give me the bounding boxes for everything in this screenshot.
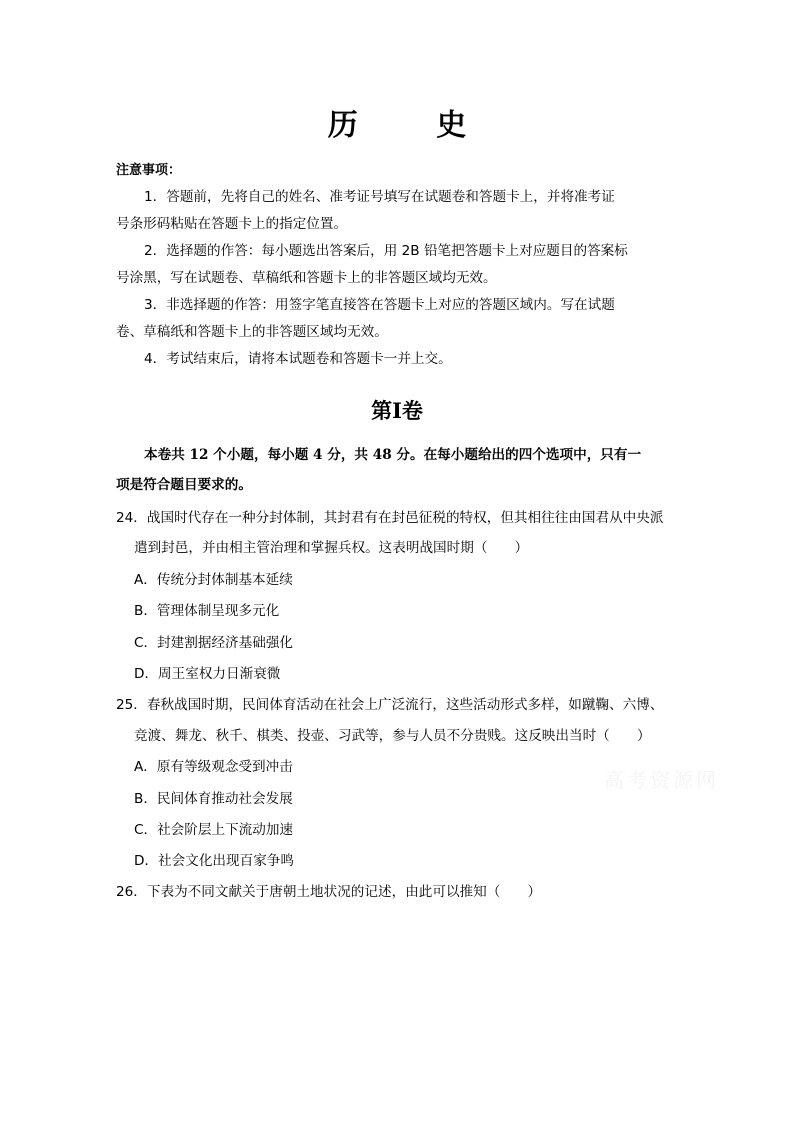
question-26-line1: 26．下表为不同文献关于唐朝土地状况的记述，由此可以推知（ ） bbox=[116, 884, 542, 900]
page-title: 历 史 bbox=[327, 108, 501, 143]
question-25-option-a: A．原有等级观念受到冲击 bbox=[134, 759, 293, 775]
question-25-line1: 25．春秋战国时期，民间体育活动在社会上广泛流行，这些活动形式多样，如蹴鞠、六博、 bbox=[116, 697, 664, 713]
question-25-line2: 竞渡、舞龙、秋千、棋类、投壶、习武等，参与人员不分贵贱。这反映出当时（ ） bbox=[134, 728, 651, 744]
question-25-option-d: D．社会文化出现百家争鸣 bbox=[134, 853, 294, 869]
notice-item-3-line2: 卷、草稿纸和答题卡上的非答题区域均无效。 bbox=[116, 324, 388, 340]
notice-item-4 bbox=[116, 346, 679, 373]
question-24-option-a: A．传统分封体制基本延续 bbox=[134, 572, 293, 588]
notice-item-1-line2: 号条形码粘贴在答题卡上的指定位置。 bbox=[116, 216, 348, 232]
notice-item-1 bbox=[116, 184, 679, 238]
section-title: 第Ⅰ卷 bbox=[371, 398, 423, 423]
notice-item-2 bbox=[116, 238, 679, 292]
question-24-line2: 遣到封邑，并由相主管治理和掌握兵权。这表明战国时期（ ） bbox=[134, 540, 529, 556]
notice-item-3-line1: 3．非选择题的作答：用签字笔直接答在答题卡上对应的答题区域内。写在试题 bbox=[144, 297, 615, 313]
section-instructions-line1: 本卷共 12 个小题，每小题 4 分，共 48 分。在每小题给出的四个选项中，只有一 bbox=[144, 447, 642, 463]
question-24-option-b: B．管理体制呈现多元化 bbox=[134, 603, 280, 619]
notice-item-3 bbox=[116, 292, 679, 346]
question-24-option-c: C．封建割据经济基础强化 bbox=[134, 635, 294, 651]
notice-item-4-line1: 4．考试结束后，请将本试题卷和答题卡一并上交。 bbox=[144, 351, 452, 367]
notice-heading: 注意事项： bbox=[116, 163, 182, 178]
question-25-option-b: B．民间体育推动社会发展 bbox=[134, 791, 293, 807]
question-24-option-d: D．周王室权力日渐衰微 bbox=[134, 666, 281, 682]
notice-item-2-line1: 2．选择题的作答：每小题选出答案后，用 2B 铅笔把答题卡上对应题目的答案标 bbox=[144, 243, 628, 259]
question-25-option-c: C．社会阶层上下流动加速 bbox=[134, 822, 294, 838]
section-instructions-line2: 项是符合题目要求的。 bbox=[116, 477, 252, 493]
question-24-line1: 24．战国时代存在一种分封体制，其封君有在封邑征税的特权，但其相往往由国君从中央派 bbox=[116, 510, 664, 526]
notice-item-1-line1: 1．答题前，先将自己的姓名、准考证号填写在试题卷和答题卡上，并将准考证 bbox=[144, 189, 615, 205]
watermark: 高考资源网 bbox=[604, 768, 719, 792]
notice-item-2-line2: 号涂黑，写在试题卷、草稿纸和答题卡上的非答题区域均无效。 bbox=[116, 270, 497, 286]
section-instructions bbox=[116, 440, 679, 500]
